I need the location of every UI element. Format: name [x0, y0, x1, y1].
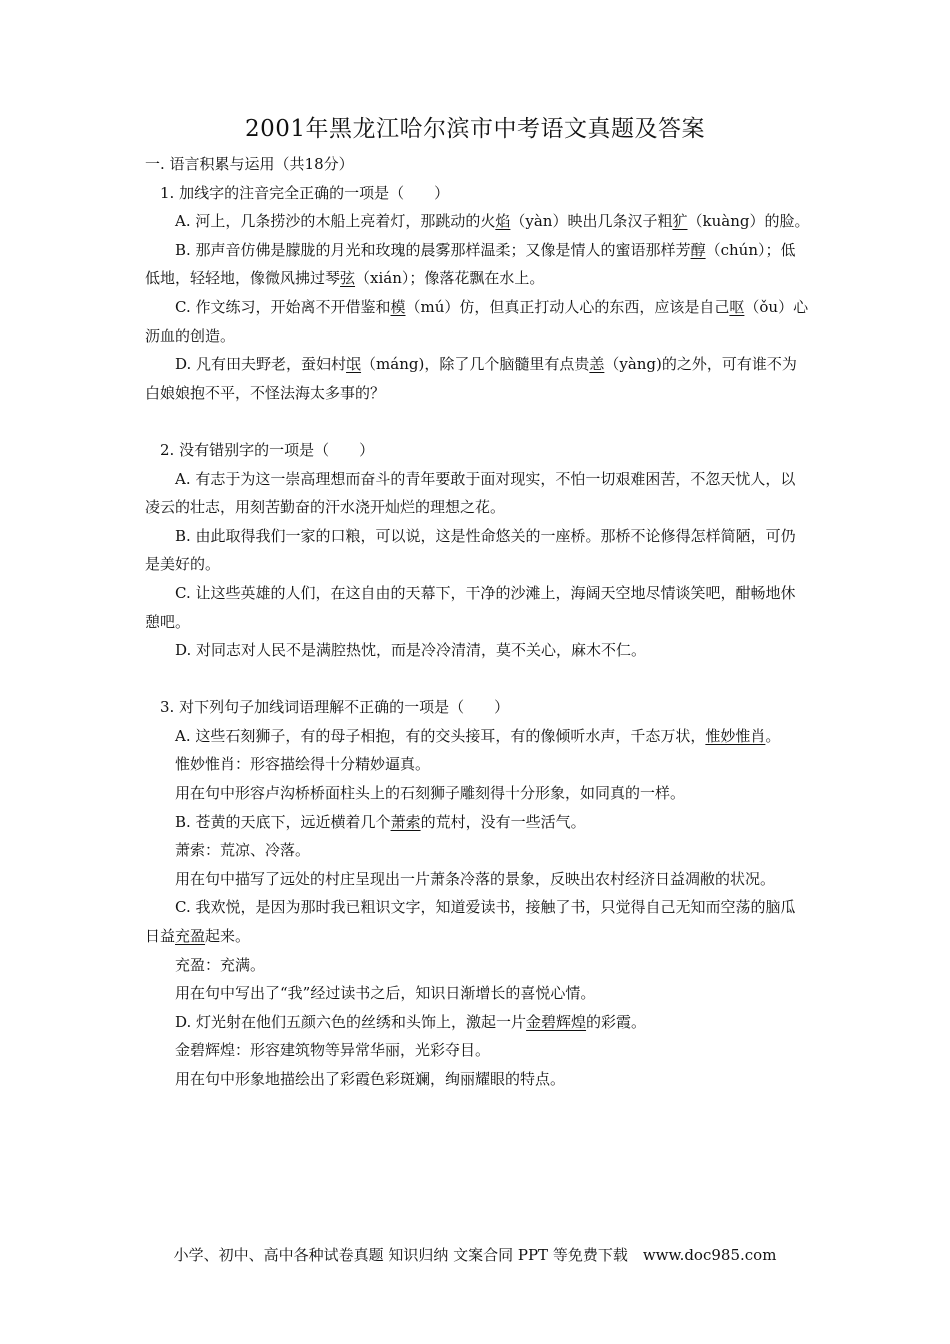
underlined-char: 模	[390, 297, 406, 316]
q2-option-d: D. 对同志对人民不是满腔热忱，而是冷冷清清，莫不关心，麻木不仁。	[175, 641, 647, 660]
q2-option-b: B. 由此取得我们一家的口粮，可以说，这是性命悠关的一座桥。那桥不论修得怎样简陋，可仍是美好的。	[145, 526, 796, 574]
q3-b-usage: 用在句中描写了远处的村庄呈现出一片萧条冷落的景象，反映出农村经济日益凋敝的状况。	[175, 869, 776, 888]
underlined-char: 恙	[589, 355, 605, 374]
q3-b-definition: 萧索：荒凉、冷落。	[175, 841, 311, 860]
underlined-phrase: 萧索	[390, 812, 421, 831]
section-heading: 一. 语言积累与运用（共18分）	[145, 155, 354, 173]
spacer	[145, 665, 810, 694]
underlined-phrase: 惟妙惟肖	[705, 726, 766, 745]
q3-a-usage: 用在句中形容卢沟桥桥面柱头上的石刻狮子雕刻得十分形象，如同真的一样。	[175, 784, 686, 803]
underlined-char: 呕	[729, 297, 745, 316]
underlined-phrase: 金碧辉煌	[526, 1012, 587, 1031]
q3-c-definition: 充盈：充满。	[175, 955, 266, 974]
q3-option-c: C. 我欢悦，是因为那时我已粗识文字，知道爱读书，接触了书，只觉得自己无知而空荡的脑瓜日益充盈起来。	[145, 898, 796, 946]
q3-option-d: D. 灯光射在他们五颜六色的丝绣和头饰上，激起一片金碧辉煌的彩霞。	[175, 1012, 647, 1031]
underlined-char: 犷	[672, 212, 688, 231]
q1-option-c: C. 作文练习，开始离不开借鉴和模（mú）仿，但真正打动人心的东西，应该是自己呕（ǒu）心沥血的创造。	[145, 297, 809, 345]
q3-a-definition: 惟妙惟肖：形容描绘得十分精妙逼真。	[175, 755, 431, 774]
q1-option-b: B. 那声音仿佛是朦胧的月光和玫瑰的晨雾那样温柔；又像是情人的蜜语那样芳醇（chún）；低低地，轻轻地，像微风拂过琴弦（xián）；像落花飘在水上。	[145, 240, 796, 288]
q3-c-usage: 用在句中写出了“我”经过读书之后，知识日渐增长的喜悦心情。	[175, 984, 596, 1003]
q1-option-d: D. 凡有田夫野老，蚕妇村氓（máng)，除了几个脑髓里有点贵恙（yàng)的之外，可有谁不为白娘娘抱不平，不怪法海太多事的？	[145, 355, 797, 402]
q2-option-a: A. 有志于为这一崇高理想而奋斗的青年要敢于面对现实，不怕一切艰难困苦，不忽天忧人，以凌云的壮志，用刻苦勤奋的汗水浇开灿烂的理想之花。	[145, 469, 796, 517]
q3-stem: 3. 对下列句子加线词语理解不正确的一项是（ ）	[160, 698, 510, 717]
underlined-phrase: 充盈	[175, 927, 206, 946]
q3-option-a: A. 这些石刻狮子，有的母子相抱，有的交头接耳，有的像倾听水声，千态万状，惟妙惟肖。	[175, 726, 781, 745]
underlined-char: 弦	[340, 269, 356, 288]
q2-stem: 2. 没有错别字的一项是（ ）	[160, 440, 375, 459]
q1-option-a: A. 河上，几条捞沙的木船上亮着灯，那跳动的火焰（yàn）映出几条汉子粗犷（kuàng）的脸。	[175, 212, 810, 231]
underlined-char: 焰	[495, 212, 511, 231]
q2-option-c: C. 让这些英雄的人们，在这自由的天幕下，干净的沙滩上，海阔天空地尽情谈笑吧，酣畅地休憩吧。	[145, 583, 796, 631]
underlined-char: 氓	[346, 355, 362, 374]
spacer	[145, 407, 810, 436]
page-footer: 小学、初中、高中各种试卷真题 知识归纳 文案合同 PPT 等免费下载 www.doc985.com	[173, 1246, 777, 1264]
q1-stem: 1. 加线字的注音完全正确的一项是（ ）	[160, 183, 450, 202]
underlined-char: 醇	[690, 240, 706, 259]
document-title: 2001年黑龙江哈尔滨市中考语文真题及答案	[244, 116, 706, 142]
q3-option-b: B. 苍黄的天底下，远近横着几个萧索的荒村，没有一些活气。	[175, 812, 586, 831]
document-body	[145, 150, 810, 1094]
q3-d-usage: 用在句中形象地描绘出了彩霞色彩斑斓，绚丽耀眼的特点。	[175, 1070, 566, 1088]
q3-d-definition: 金碧辉煌：形容建筑物等异常华丽，光彩夺目。	[175, 1041, 491, 1060]
